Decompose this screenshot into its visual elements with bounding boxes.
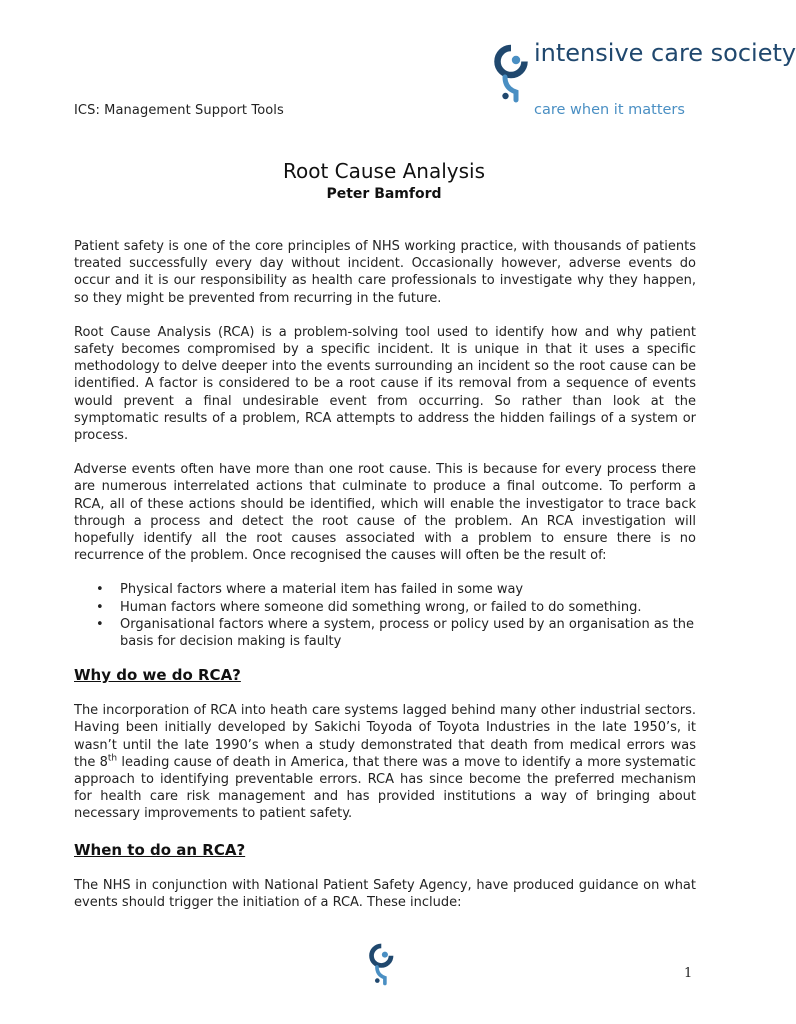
list-item-text: Physical factors where a material item has failed in some way — [120, 582, 524, 598]
document-series-label: ICS: Management Support Tools — [74, 103, 284, 118]
ordinal-superscript: th — [107, 753, 118, 764]
section-heading-when: When to do an RCA? — [74, 840, 246, 859]
footer-ics-logo-icon — [369, 943, 395, 985]
intro-paragraph-1: Patient safety is one of the core principles of NHS working practice, with thousands of patients treated successfully every day without incident. Occasionally however, adverse events do occur and it is our responsibility as health care professionals to investigate why they happen, so they might be prevented from recurring in the future. — [74, 239, 696, 306]
ics-logo-name: intensive care society — [534, 39, 796, 67]
section-why-paragraph — [74, 702, 696, 822]
section-why-text-end: leading cause of death in America, that there was a move to identify a more systematic approach to identifying preventable errors. RCA has since become the preferred mechanism for health care risk management and has provided institutions a way of bringing about necessary improvements to patient safety. — [74, 754, 696, 822]
document-title: Root Cause Analysis — [282, 159, 486, 183]
bullet-icon: • — [96, 599, 104, 615]
root-cause-factor-list — [74, 581, 696, 650]
intro-paragraph-3: Adverse events often have more than one root cause. This is because for every process there are numerous interrelated actions that culminate to produce a final outcome. To perform a RCA, all of these actions should be identified, which will enable the investigator to trace back through a process and detect the root cause of the problem. An RCA investigation will hopefully identify all the root causes associated with a problem to ensure there is no recurrence of the problem. Once recognised the causes will often be the result of: — [74, 462, 696, 564]
ics-logo — [494, 38, 796, 124]
list-item-text: Organisational factors where a system, process or policy used by an organisation as the basis for decision making is faulty — [120, 616, 695, 650]
section-why-text-start: The incorporation of RCA into heath care systems lagged behind many other industrial sectors. Having been initially developed by Sakichi Toyoda of Toyota Industries in the late 1950’s, it wasn’t until the late 1990’s when a study demonstrated that death from medical errors was the 8 — [74, 703, 696, 770]
section-when-paragraph: The NHS in conjunction with National Patient Safety Agency, have produced guidance on what events should trigger the initiation of a RCA. These include: — [74, 877, 696, 910]
bullet-icon: • — [96, 616, 104, 632]
ics-logo-tagline: care when it matters — [534, 102, 685, 118]
document-body — [74, 238, 696, 928]
bullet-icon: • — [96, 582, 104, 598]
list-item — [74, 581, 696, 598]
section-heading-why: Why do we do RCA? — [74, 666, 241, 685]
intro-paragraph-2: Root Cause Analysis (RCA) is a problem-solving tool used to identify how and why patient safety becomes compromised by a specific incident. It is unique in that it uses a specific methodology to delve deeper into the events surrounding an incident so the root cause can be identified. A factor is considered to be a root cause if its removal from a sequence of events would prevent a final undesirable event from occurring. So rather than look at the symptomatic results of a problem, RCA attempts to address the hidden failings of a system or process. — [74, 324, 696, 444]
ics-logo-mark-icon — [494, 44, 530, 102]
document-author: Peter Bamford — [326, 186, 442, 202]
page-number: 1 — [684, 966, 693, 981]
list-item — [74, 599, 696, 616]
list-item — [74, 616, 696, 650]
list-item-text: Human factors where someone did something wrong, or failed to do something. — [120, 599, 642, 615]
